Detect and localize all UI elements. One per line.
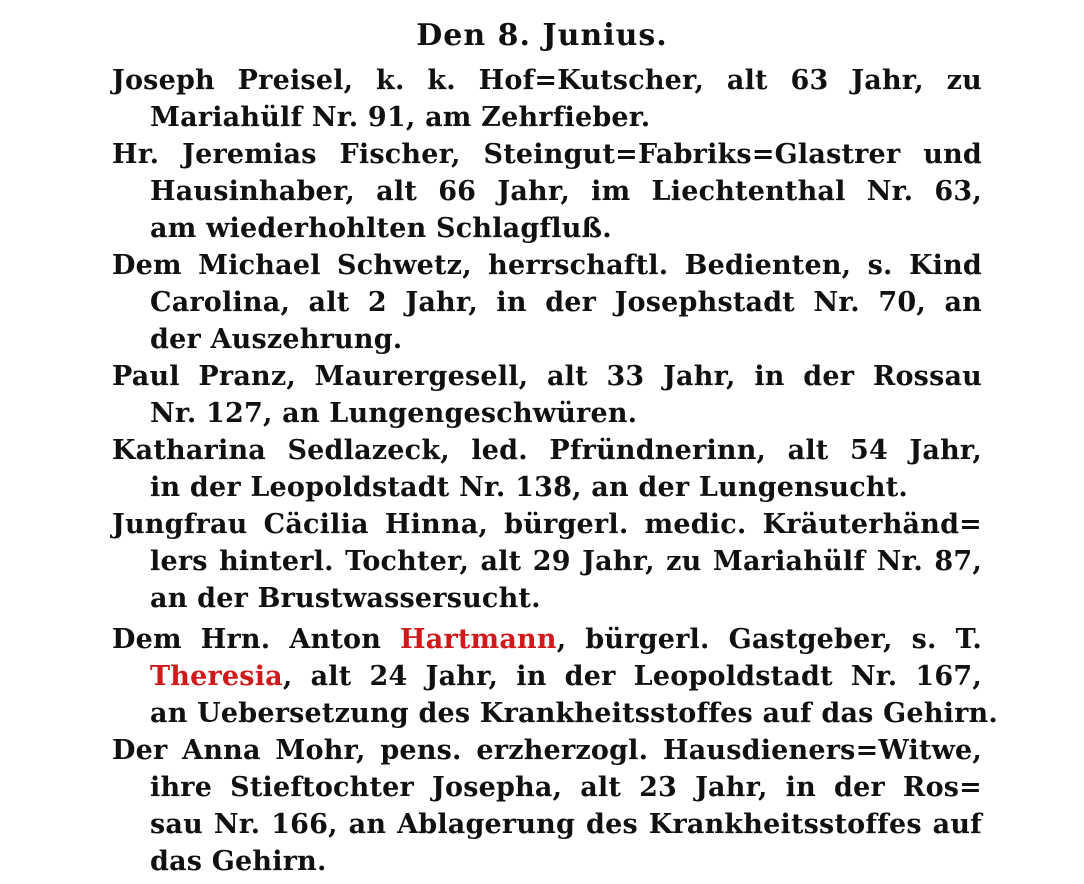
entry-line: Hr. Jeremias Fischer, Steingut=Fabriks=Glastrer und: [112, 139, 982, 170]
entry-line: ihre Stieftochter Josepha, alt 23 Jahr, in der Ros=: [150, 772, 982, 803]
entry-text: , alt 24 Jahr, in der Leopoldstadt Nr. 167,: [282, 661, 982, 692]
entry-line: Joseph Preisel, k. k. Hof=Kutscher, alt 63 Jahr, zu: [112, 65, 982, 96]
entry-line: Paul Pranz, Maurergesell, alt 33 Jahr, in der Rossau: [112, 361, 982, 392]
entry-line: Dem Michael Schwetz, herrschaftl. Bedienten, s. Kind: [112, 250, 982, 281]
register-entry: [112, 247, 982, 358]
entry-text: Dem Hrn. Anton: [112, 624, 401, 655]
register-entry: [112, 358, 982, 432]
date-heading: Den 8. Junius.: [416, 18, 668, 53]
entry-line: Jungfrau Cäcilia Hinna, bürgerl. medic. Kräuterhänd=: [112, 509, 982, 540]
entry-line: in der Leopoldstadt Nr. 138, an der Lungensucht.: [150, 472, 908, 503]
entry-line: am wiederhohlten Schlagfluß.: [150, 213, 612, 244]
entry-line: Carolina, alt 2 Jahr, in der Josephstadt Nr. 70, an: [150, 287, 982, 318]
register-entry: [112, 732, 982, 880]
register-entry: [112, 506, 982, 617]
entry-line: Nr. 127, an Lungengeschwüren.: [150, 398, 638, 429]
entry-line: Katharina Sedlazeck, led. Pfründnerinn, alt 54 Jahr,: [112, 435, 982, 466]
entry-line: lers hinterl. Tochter, alt 29 Jahr, zu Mariahülf Nr. 87,: [150, 546, 982, 577]
highlighted-register-entry: [112, 621, 998, 732]
entry-line: sau Nr. 166, an Ablagerung des Krankheitsstoffes auf: [150, 809, 982, 840]
entry-line: an Uebersetzung des Krankheitsstoffes auf das Gehirn.: [150, 698, 998, 729]
register-entry: [112, 136, 982, 247]
register-entry: [112, 62, 982, 136]
entry-text: , bürgerl. Gastgeber, s. T.: [556, 624, 982, 655]
entry-line: der Auszehrung.: [150, 324, 403, 355]
entry-line: Der Anna Mohr, pens. erzherzogl. Hausdieners=Witwe,: [112, 735, 982, 766]
entry-line: das Gehirn.: [150, 846, 327, 877]
entry-line: [112, 658, 982, 695]
entry-line: an der Brustwassersucht.: [150, 583, 541, 614]
entry-line: Hausinhaber, alt 66 Jahr, im Liechtenthal Nr. 63,: [150, 176, 982, 207]
register-entry: [112, 432, 982, 506]
death-register-entries: [112, 62, 998, 880]
highlighted-surname: Hartmann: [400, 624, 557, 655]
entry-line: Mariahülf Nr. 91, am Zehrfieber.: [150, 102, 651, 133]
entry-line: [112, 621, 982, 658]
highlighted-given-name: Theresia: [150, 661, 283, 692]
